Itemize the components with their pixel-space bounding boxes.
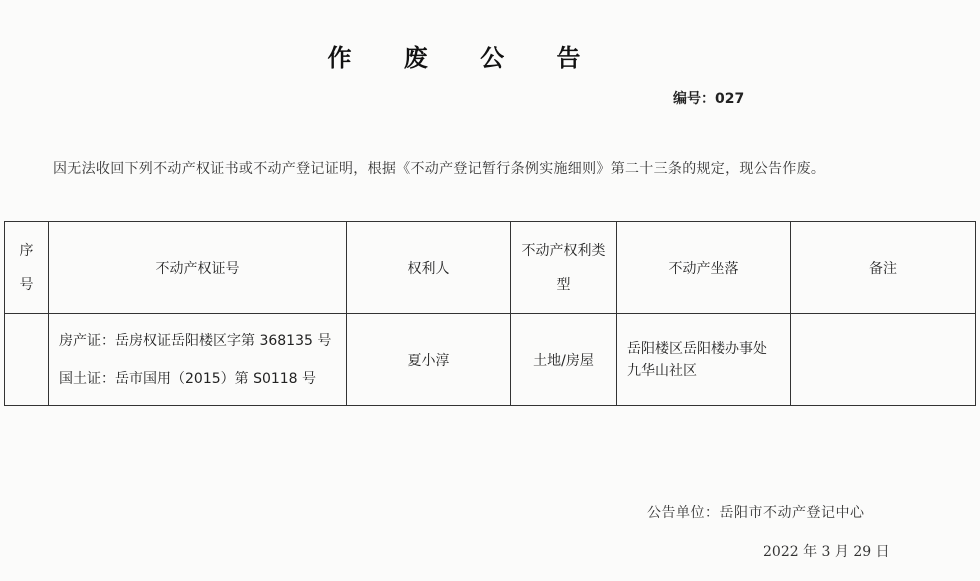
announcement-intro: 因无法收回下列不动产权证书或不动产登记证明，根据《不动产登记暂行条例实施细则》第二十三条的规定，现公告作废。: [53, 161, 826, 177]
document-number: 编号：027: [673, 91, 745, 107]
header-remarks: 备注: [791, 222, 976, 314]
header-right-type-line2: 型: [556, 276, 571, 293]
header-right-type: [511, 222, 617, 314]
header-seq-line1: 序: [19, 242, 34, 259]
header-seq: [5, 222, 49, 314]
cell-right-type: 土地/房屋: [511, 314, 617, 406]
issuing-unit: 公告单位：岳阳市不动产登记中心: [647, 505, 865, 521]
cell-cert-no: [49, 314, 347, 406]
header-holder: 权利人: [347, 222, 511, 314]
header-right-type-line1: 不动产权利类: [521, 242, 606, 259]
void-certificates-table: [4, 221, 976, 406]
header-cert-no: 不动产权证号: [49, 222, 347, 314]
cert-property-line: 房产证：岳房权证岳阳楼区字第 368135 号: [59, 332, 332, 349]
cell-location: 岳阳楼区岳阳楼办事处九华山社区: [617, 314, 791, 406]
table-row: [5, 314, 976, 406]
issue-date: 2022 年 3 月 29 日: [763, 544, 890, 560]
cell-remarks: [791, 314, 976, 406]
cert-land-line: 国土证：岳市国用（2015）第 S0118 号: [59, 370, 317, 387]
page-title: 作 废 公 告: [327, 44, 603, 72]
table-header-row: [5, 222, 976, 314]
cell-holder: 夏小淳: [347, 314, 511, 406]
header-seq-line2: 号: [19, 276, 34, 293]
cell-seq: [5, 314, 49, 406]
header-location: 不动产坐落: [617, 222, 791, 314]
